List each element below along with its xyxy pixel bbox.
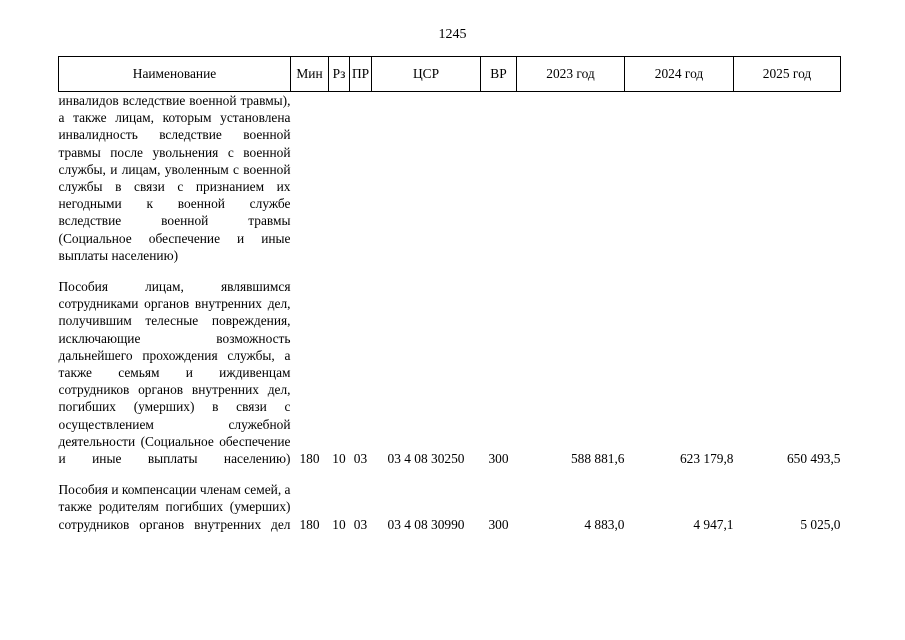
header-2025: 2025 год <box>734 57 841 92</box>
row-rz <box>329 92 350 265</box>
row-name: Пособия и компенсации членам семей, а также родителям погибших (умерших) сотрудников органов внутренних дел <box>58 482 291 532</box>
row-csr <box>372 92 481 265</box>
table-header <box>59 57 841 92</box>
row-vr <box>481 92 517 265</box>
row-pr: 03 <box>353 516 368 532</box>
budget-table <box>58 56 841 533</box>
row-2025 <box>734 92 841 265</box>
row-min: 180 <box>299 516 320 532</box>
row-name: Пособия лицам, являвшимся сотрудниками органов внутренних дел, получившим телесные повреждения, исключающие возможность дальнейшего прохождения службы, а также семьям и иждивенцам сотрудников органов внутренних дел, погибших (умерших) в связи с осуществлением служебной деятельности (Социальное обеспечение и иные выплаты населению) <box>58 279 291 467</box>
row-pr <box>350 92 372 265</box>
row-rz: 10 <box>332 516 346 532</box>
page-number: 1245 <box>438 27 467 42</box>
row-2024 <box>625 92 734 265</box>
header-name: Наименование <box>59 57 291 92</box>
table-row <box>59 92 841 265</box>
row-2025: 650 493,5 <box>786 451 841 467</box>
row-csr: 03 4 08 30990 <box>387 516 465 532</box>
table-row <box>59 481 841 533</box>
row-min: 180 <box>299 451 320 467</box>
row-name: инвалидов вследствие военной травмы), а также лицам, которым установлена инвалидность вследствие военной травмы после увольнения с военной службы, и лицам, уволенным с военной службы в связи с признанием их негодными к военной службе вследствие военной травмы (Социальное обеспечение и иные выплаты населению) <box>58 93 291 263</box>
row-csr: 03 4 08 30250 <box>387 451 465 467</box>
row-2023: 588 881,6 <box>570 451 625 467</box>
row-pr: 03 <box>353 451 368 467</box>
row-rz: 10 <box>332 451 346 467</box>
header-2023: 2023 год <box>517 57 625 92</box>
row-vr: 300 <box>488 516 509 532</box>
header-min: Мин <box>291 57 329 92</box>
row-vr: 300 <box>488 451 509 467</box>
row-min <box>291 92 329 265</box>
row-2024: 623 179,8 <box>679 451 734 467</box>
header-vr: ВР <box>481 57 517 92</box>
header-rz: Рз <box>329 57 350 92</box>
table-row <box>59 278 841 467</box>
row-2023 <box>517 92 625 265</box>
row-2025: 5 025,0 <box>800 516 841 532</box>
row-spacer <box>59 467 841 481</box>
header-2024: 2024 год <box>625 57 734 92</box>
header-pr: ПР <box>350 57 372 92</box>
row-spacer <box>59 264 841 278</box>
row-2023: 4 883,0 <box>584 516 625 532</box>
header-csr: ЦСР <box>372 57 481 92</box>
row-2024: 4 947,1 <box>693 516 734 532</box>
